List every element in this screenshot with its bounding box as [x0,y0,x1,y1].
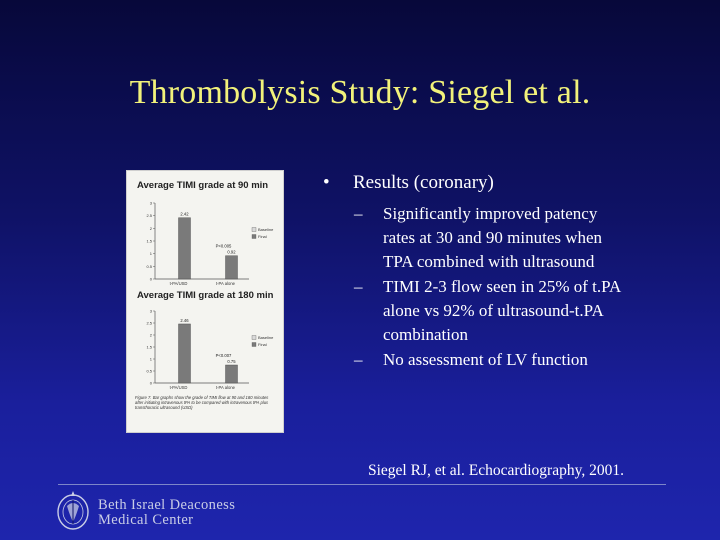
figure-caption: Figure 7. Bar graphs show the grade of TIMI flow at 90 and 180 minutes after initiating intravenous tPA to be compared with intravenous tPA plus transthoracic ultrasound (USD) [135,395,269,410]
legend-swatch [252,343,256,347]
data-label: 0.75 [227,359,236,364]
subpoint-list [323,202,703,372]
y-tick-label: 1 [149,356,152,362]
chart1-title: Average TIMI grade at 90 min [137,180,269,191]
legend-label: Final [258,342,267,347]
org-name-line2: Medical Center [98,512,194,528]
subpoint-text: Significantly improved patency rates at 30 and 90 minutes when TPA combined with ultrasound [383,204,603,271]
y-tick-label: 2.5 [146,213,152,219]
y-tick-label: 2 [149,332,152,338]
bar-final [179,324,191,383]
p-value-label: P<0.005 [215,243,232,249]
bullet-dot-icon: • [323,172,330,193]
subpoint-text: No assessment of LV function [383,350,588,369]
subpoint-item [323,275,623,347]
legend-label: Baseline [258,227,274,232]
legend-swatch [252,336,256,340]
results-bullets [323,172,703,373]
bar-final [226,256,238,279]
subpoint-text: TIMI 2-3 flow seen in 25% of t.PA alone vs 92% of ultrasound-t.PA combination [383,277,621,344]
y-tick-label: 3 [149,200,152,206]
data-label: 0.92 [227,249,236,255]
subpoint-item [323,202,623,274]
legend-swatch [252,228,256,232]
dash-icon: – [354,204,363,223]
footer-divider [58,484,666,485]
y-tick-label: 1 [149,251,152,257]
y-tick-label: 0.5 [146,263,152,269]
hospital-seal-icon [54,486,92,532]
legend-label: Baseline [258,335,274,340]
study-figure [126,170,284,433]
y-tick-label: 1.5 [146,238,152,244]
chart2-title: Average TIMI grade at 180 min [137,290,274,301]
bar-final [226,365,238,383]
chart-timi-180 [127,303,283,395]
dash-icon: – [354,350,363,369]
subpoint-item [323,348,623,372]
p-value-label: P<0.007 [215,353,232,358]
chart-timi-90 [127,193,283,293]
org-name-line1: Beth Israel Deaconess [98,497,236,513]
x-category-label: t-PA/USD [169,281,188,286]
x-category-label: t-PA alone [215,385,236,390]
dash-icon: – [354,277,363,296]
citation: Siegel RJ, et al. Echocardiography, 2001. [368,462,624,479]
y-tick-label: 2.5 [146,320,152,326]
y-tick-label: 1.5 [146,344,152,350]
y-tick-label: 0 [149,276,152,282]
hospital-logo-text [98,498,235,528]
legend-swatch [252,235,256,239]
y-tick-label: 0 [149,380,152,386]
y-tick-label: 3 [149,308,152,314]
data-label: 2.46 [180,317,189,323]
bar-final [179,218,191,279]
x-category-label: t-PA/USD [169,385,188,390]
bullet-results [323,172,703,200]
y-tick-label: 0.5 [146,368,152,374]
data-label: 2.42 [180,211,189,217]
x-category-label: t-PA alone [215,281,236,286]
slide-title: Thrombolysis Study: Siegel et al. [129,74,591,111]
legend-label: Final [258,234,267,239]
bullet-results-text: Results (coronary) [353,172,494,193]
y-tick-label: 2 [149,225,152,231]
